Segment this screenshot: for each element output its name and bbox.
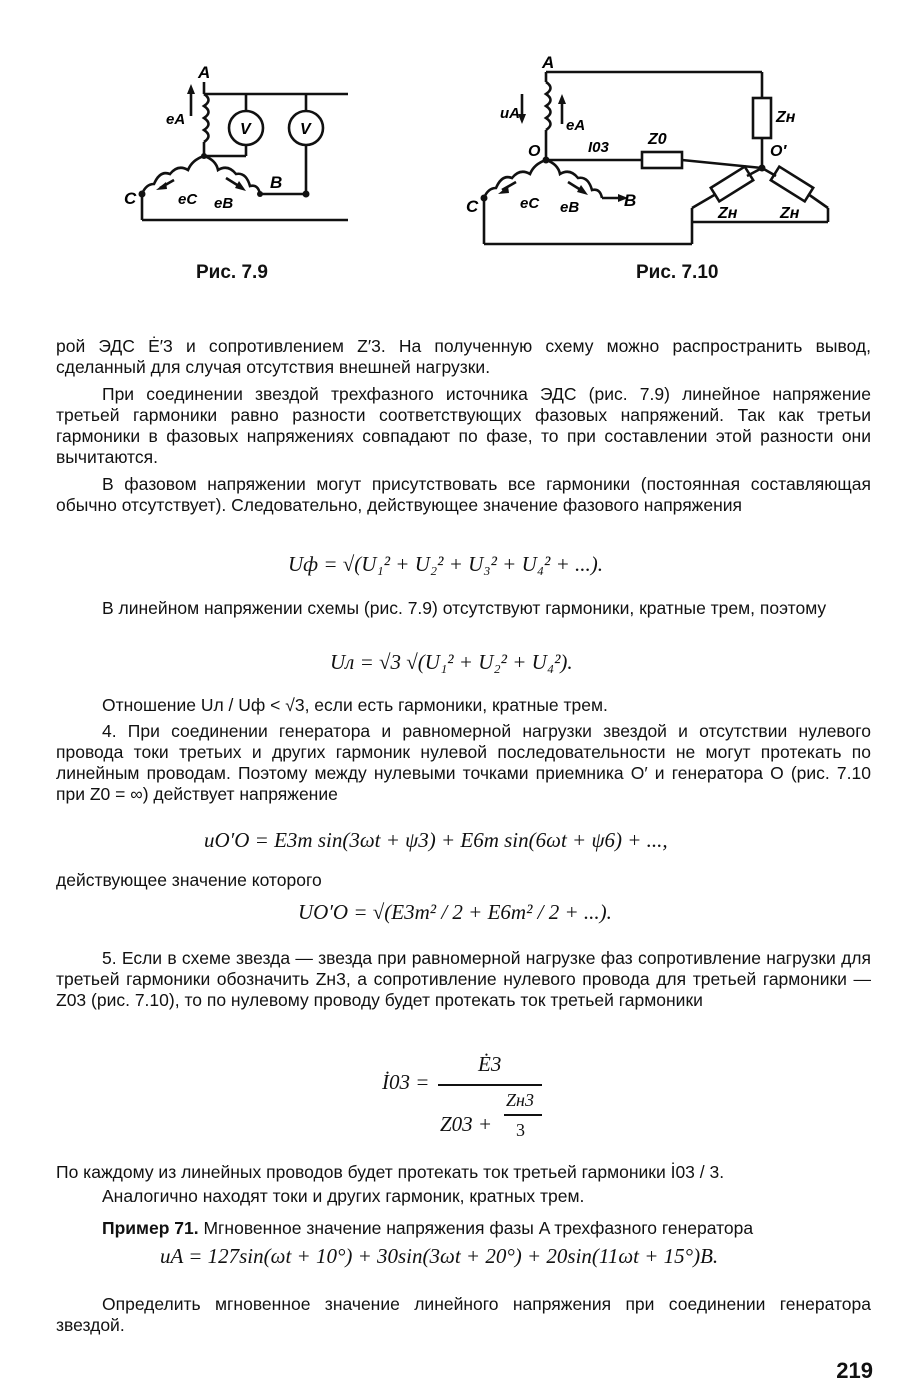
paragraph-12: Определить мгновенное значение линейного напряжения при соединении генератора звездой. xyxy=(56,1294,871,1335)
equation-1: Uф = √(U₁² + U₂² + U₃² + U₄² + ...). xyxy=(288,552,603,576)
fig710-label-zn3: Zн xyxy=(780,205,800,222)
equation-4: UO′O = √(E3m² / 2 + E6m² / 2 + ...). xyxy=(298,900,612,924)
fig710-label-ec: eC xyxy=(520,195,540,212)
fig710-label-ea: eA xyxy=(566,117,586,134)
fig710-label-i03: I03 xyxy=(588,139,609,156)
fig79-label-eb: eB xyxy=(214,195,234,212)
paragraph-10: Аналогично находят токи и других гармоник, кратных трем. xyxy=(102,1186,585,1206)
fig710-label-z0: Z0 xyxy=(648,131,667,148)
fig79-label-v2: V xyxy=(300,121,311,138)
fig710-label-a: A xyxy=(542,53,555,72)
fig710-label-eb: eB xyxy=(560,199,580,216)
equation-6: uA = 127sin(ωt + 10°) + 30sin(3ωt + 20°) + 20sin(11ωt + 15°)B. xyxy=(160,1244,719,1268)
paragraph-1: рой ЭДС Ė′3 и сопротивлением Z′3. На полученную схему можно распространить вывод, сделанный для случая отсутствия внешней нагрузки. xyxy=(56,336,871,377)
figure-7-10-caption: Рис. 7.10 xyxy=(636,262,719,283)
equation-5-sub-denominator: 3 xyxy=(516,1120,525,1140)
paragraph-11 xyxy=(56,1218,871,1239)
equation-5-fraction-bar xyxy=(438,1084,542,1086)
figure-7-9-caption: Рис. 7.9 xyxy=(196,262,268,283)
fig79-label-c: C xyxy=(124,189,137,208)
paragraph-6: 4. При соединении генератора и равномерной нагрузки звездой и отсутствии нулевого провода токи третьих и других гармоник нулевой последовательности не могут протекать по линейным проводам. Поэтому между нулевыми точками приемника O′ и генератора O (рис. 7.10 при Z0 = ∞) действует напряжение xyxy=(56,721,871,804)
equation-5-lhs: İ03 = xyxy=(382,1070,430,1094)
figure-7-9 xyxy=(118,62,358,242)
fig79-label-b: B xyxy=(270,173,283,192)
example-label: Пример 71. xyxy=(102,1218,199,1238)
paragraph-2: При соединении звездой трехфазного источника ЭДС (рис. 7.9) линейное напряжение третьей гармоники равно разности соответствующих фазовых напряжений. Так как третьи гармоники в фазовых напряжениях совпадают по фазе, то при составлении этой разности они вычитаются. xyxy=(56,384,871,467)
paragraph-9: По каждому из линейных проводов будет протекать ток третьей гармоники İ03 / 3. xyxy=(56,1162,725,1182)
equation-2: Uл = √3 √(U₁² + U₂² + U₄²). xyxy=(330,650,573,674)
fig710-label-ua: uA xyxy=(500,105,520,122)
example-text: Мгновенное значение напряжения фазы A трехфазного генератора xyxy=(203,1218,754,1238)
fig79-label-ea: eA xyxy=(166,111,186,128)
equation-5-numerator: Ė3 xyxy=(478,1052,502,1076)
equation-5-sub-numerator: Zн3 xyxy=(506,1090,534,1110)
fig710-label-zn1: Zн xyxy=(776,109,796,126)
paragraph-3: В фазовом напряжении могут присутствовать все гармоники (постоянная составляющая обычно отсутствует). Следовательно, действующее значение фазового напряжения xyxy=(56,474,871,515)
equation-5-denominator: Z03 + xyxy=(440,1112,493,1136)
fig79-label-a: A xyxy=(198,63,211,82)
equation-5-sub-fraction-bar xyxy=(504,1114,542,1116)
fig710-label-o2: O′ xyxy=(770,143,787,160)
figure-7-10 xyxy=(462,48,842,253)
fig710-label-zn2: Zн xyxy=(718,205,738,222)
fig79-label-ec: eC xyxy=(178,191,198,208)
fig710-label-o: O xyxy=(528,143,541,160)
fig710-label-b: B xyxy=(624,191,637,210)
fig710-label-c: C xyxy=(466,197,479,216)
paragraph-7: действующее значение которого xyxy=(56,870,322,890)
paragraph-5: Отношение Uл / Uф < √3, если есть гармоники, кратные трем. xyxy=(102,695,608,715)
paragraph-8: 5. Если в схеме звезда — звезда при равномерной нагрузке фаз сопротивление нагрузки для третьей гармоники обозначить Zн3, а сопротивление нулевого провода для третьей гармоники — Z03 (рис. 7.10), то по нулевому проводу будет протекать ток третьей гармоники xyxy=(56,948,871,1010)
paragraph-4: В линейном напряжении схемы (рис. 7.9) отсутствуют гармоники, кратные трем, поэтому xyxy=(102,598,827,618)
fig79-label-v1: V xyxy=(240,121,251,138)
equation-3: uO′O = E3m sin(3ωt + ψ3) + E6m sin(6ωt + ψ6) + ..., xyxy=(204,828,668,852)
page-number: 219 xyxy=(836,1358,873,1383)
